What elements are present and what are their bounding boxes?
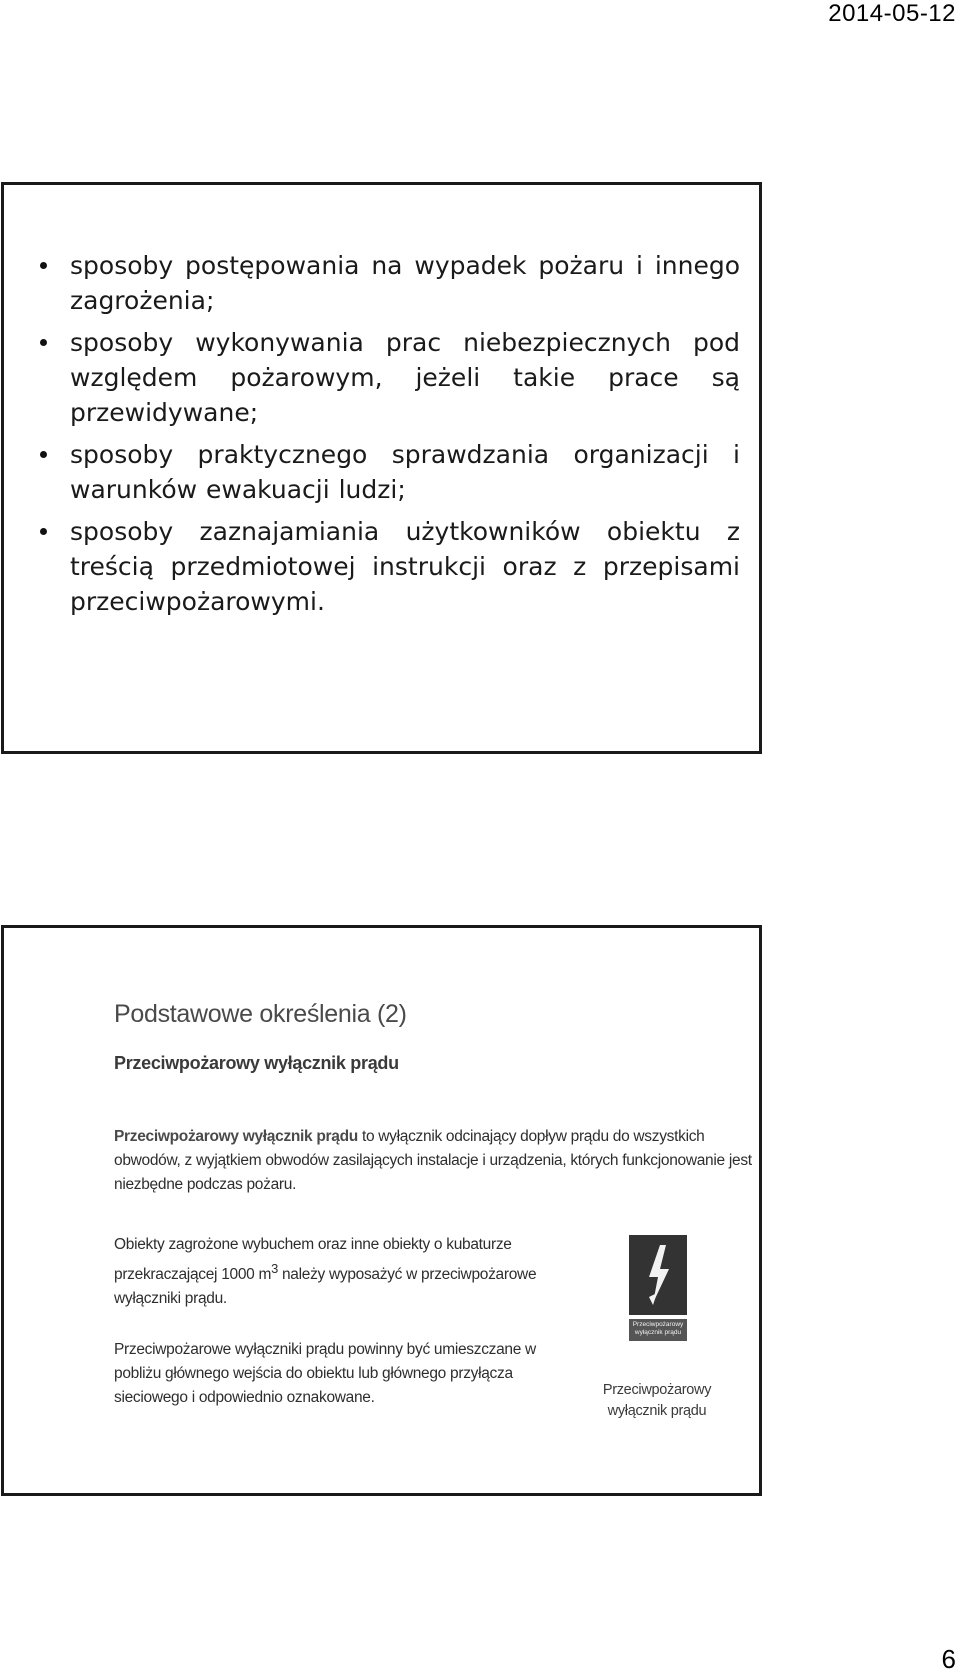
page-number: 6 <box>941 1644 956 1674</box>
requirement-paragraph <box>114 1233 544 1311</box>
bullet-text: sposoby postępowania na wypadek pożaru i innego zagrożenia; <box>70 251 740 315</box>
definition-text: to wyłącznik odcinający dopływ prądu do wszystkich obwodów, z wyjątkiem obwodów zasilających instalacje i urządzenia, których funkcjonowanie jest niezbędne podczas pożaru. <box>114 1128 752 1193</box>
bullet-icon <box>40 339 47 346</box>
bullet-list <box>40 248 740 626</box>
sign-plate-text: Przeciwpożarowy wyłącznik prądu <box>629 1319 687 1341</box>
slide-2 <box>1 925 762 1496</box>
requirement-text-start: Obiekty zagrożone wybuchem oraz inne obiekty o kubaturze przekraczającej 1000 m <box>114 1236 512 1284</box>
cubic-superscript: 3 <box>271 1261 278 1276</box>
bullet-text: sposoby praktycznego sprawdzania organizacji i warunków ewakuacji ludzi; <box>70 440 740 504</box>
bullet-icon <box>40 528 47 535</box>
page-date: 2014-05-12 <box>828 0 956 27</box>
bullet-item <box>40 437 740 507</box>
bullet-item <box>40 248 740 318</box>
slide-title: Podstawowe określenia (2) <box>114 1000 407 1028</box>
placement-paragraph: Przeciwpożarowe wyłączniki prądu powinny być umieszczane w pobliżu głównego wejścia do obiektu lub głównego przyłącza sieciowego i odpowiednio oznakowane. <box>114 1341 536 1406</box>
sign-caption: Przeciwpożarowy wyłącznik prądu <box>602 1382 712 1419</box>
fire-switch-sign <box>629 1235 687 1339</box>
bullet-text: sposoby zaznajamiania użytkowników obiektu z treścią przedmiotowej instrukcji oraz z przepisami przeciwpożarowymi. <box>70 517 740 616</box>
bullet-icon <box>40 451 47 458</box>
bullet-text: sposoby wykonywania prac niebezpiecznych pod względem pożarowym, jeżeli takie prace są przewidywane; <box>70 328 740 427</box>
sign-panel <box>629 1235 687 1315</box>
scanned-slide-image <box>4 928 759 1493</box>
slide-1 <box>1 182 762 754</box>
bullet-item <box>40 325 740 430</box>
requirement-text-end: należy wyposażyć w przeciwpożarowe wyłączniki prądu. <box>114 1266 537 1308</box>
bullet-icon <box>40 262 47 269</box>
definition-paragraph <box>114 1125 754 1197</box>
definition-term: Przeciwpożarowy wyłącznik prądu <box>114 1128 358 1145</box>
lightning-bolt-icon <box>629 1235 687 1315</box>
slide-subtitle: Przeciwpożarowy wyłącznik prądu <box>114 1053 399 1073</box>
bullet-item <box>40 514 740 619</box>
